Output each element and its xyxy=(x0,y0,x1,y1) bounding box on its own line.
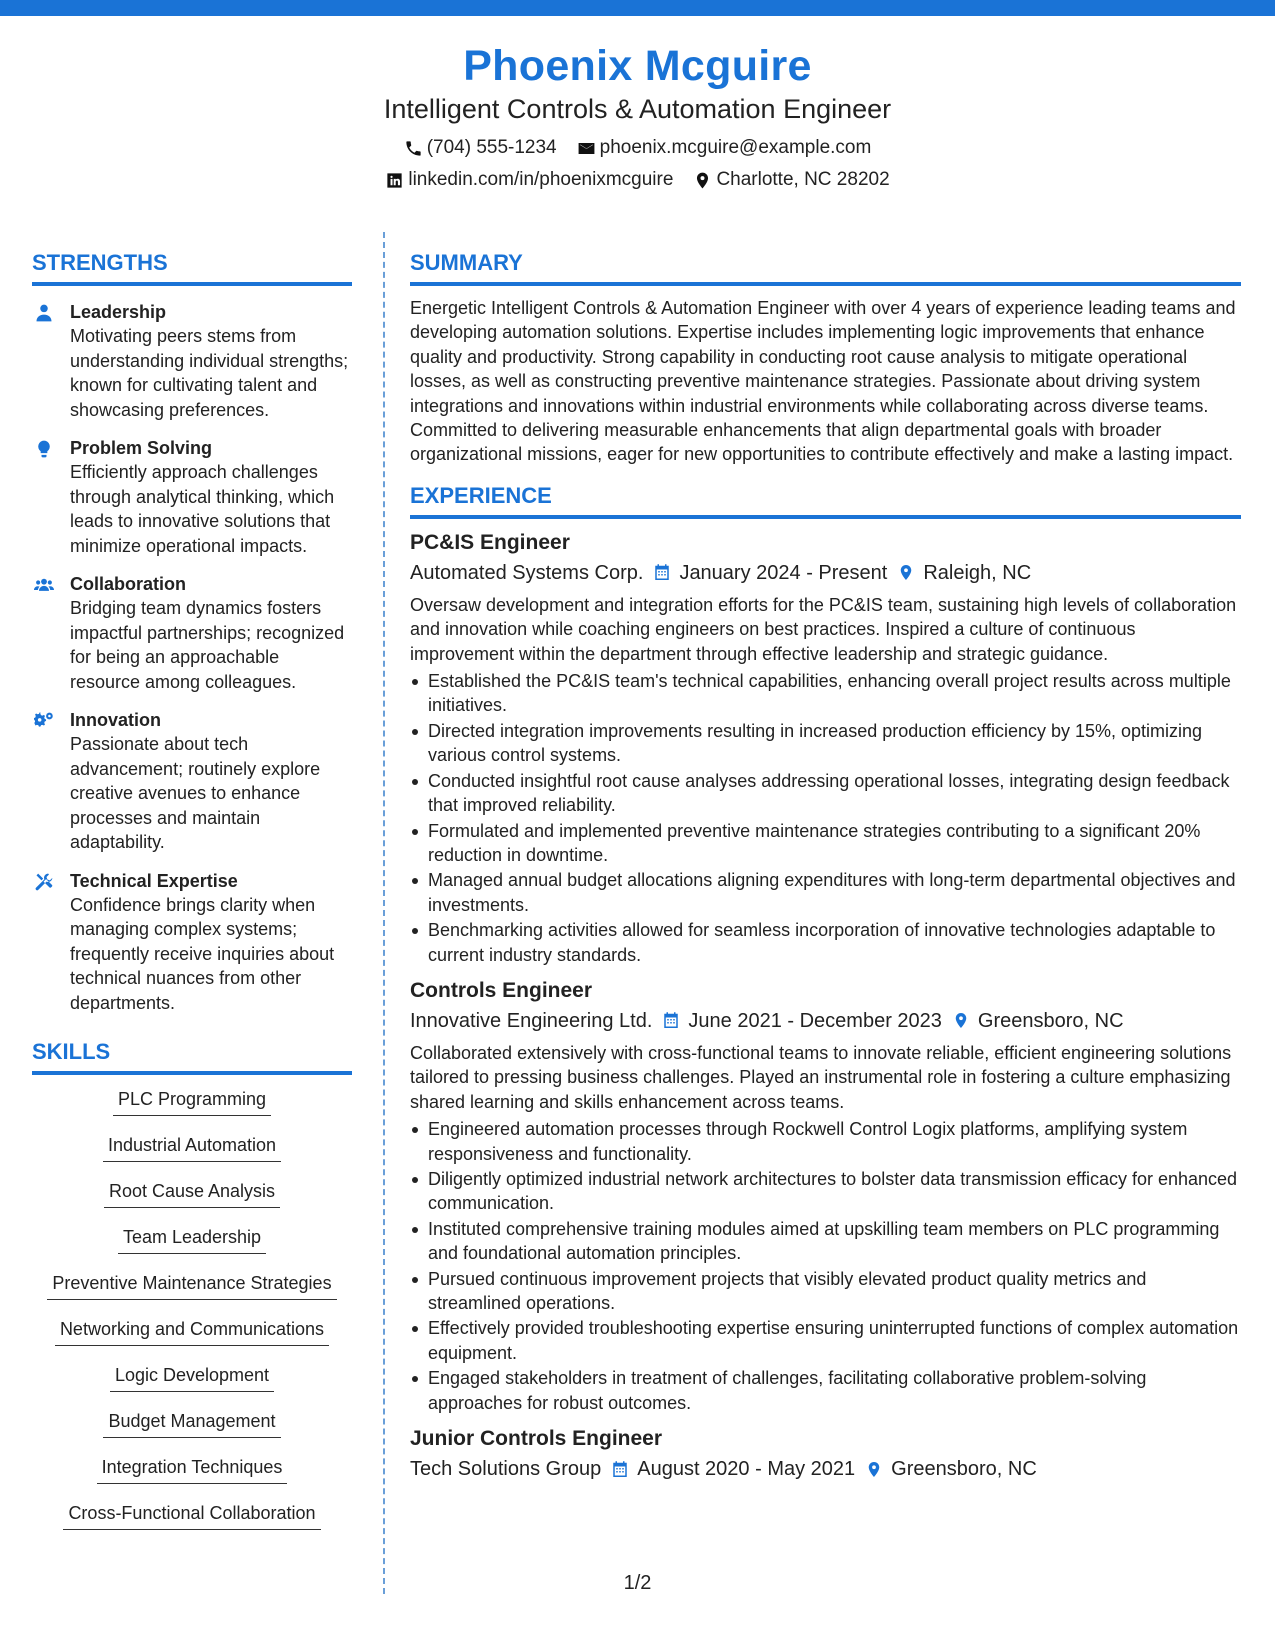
strength-desc: Passionate about tech advancement; routinely explore creative avenues to enhance processes and maintain adaptability. xyxy=(70,734,321,852)
job-bullets xyxy=(410,1117,1241,1415)
contact-row-1 xyxy=(0,136,1275,160)
list-item: Managed annual budget allocations aligning expenditures with long-term departmental objectives and investments. xyxy=(410,868,1241,917)
job-meta xyxy=(410,559,1241,587)
email-contact[interactable] xyxy=(577,136,872,160)
calendar-icon xyxy=(611,1460,629,1479)
job-meta xyxy=(410,1007,1241,1035)
summary-text: Energetic Intelligent Controls & Automation Engineer with over 4 years of experience leading teams and developing automation solutions. Expertise includes implementing logic improvements that enhance quality and productivity. Strong capability in conducting root cause analysis to mitigate operational losses, as well as constructing preventive maintenance strategies. Passionate about driving system integrations and innovations within industrial environments while collaborating across diverse teams. Committed to delivering measurable enhancements that align departmental goals with broader organizational missions, eager for new opportunities to contribute effectively and make a lasting impact. xyxy=(410,298,1236,465)
strength-desc: Efficiently approach challenges through analytical thinking, which leads to innovative solutions that minimize operational impacts. xyxy=(70,462,335,556)
job-description: Collaborated extensively with cross-functional teams to innovate reliable, efficient engineering solutions tailored to pressing business challenges. Played an instrumental role in fostering a culture emphasizing shared learning and skills enhancement across teams. xyxy=(410,1042,1232,1112)
job-location: Greensboro, NC xyxy=(891,1458,1037,1481)
list-item: Established the PC&IS team's technical capabilities, enhancing overall project results across multiple initiatives. xyxy=(410,669,1241,718)
company-name: Automated Systems Corp. xyxy=(410,561,644,584)
skill-tag: Industrial Automation xyxy=(103,1133,281,1162)
job-entry xyxy=(410,1425,1241,1483)
location-contact xyxy=(693,168,889,192)
skill-tag: Team Leadership xyxy=(118,1225,266,1254)
page-number: 1/2 xyxy=(623,1572,652,1594)
list-item: Diligently optimized industrial network architectures to bolster data transmission efficacy for enhanced communication. xyxy=(410,1167,1241,1216)
skill-tag: Networking and Communications xyxy=(55,1317,329,1346)
left-column xyxy=(32,248,352,1547)
candidate-name: Phoenix Mcguire xyxy=(463,42,812,90)
job-title: Junior Controls Engineer xyxy=(410,1427,663,1451)
resume-header xyxy=(0,40,1275,192)
strength-desc: Motivating peers stems from understanding individual strengths; known for cultivating talent and showcasing preferences. xyxy=(70,326,349,420)
strength-item xyxy=(32,869,352,1016)
job-title: PC&IS Engineer xyxy=(410,530,570,554)
right-column xyxy=(410,248,1241,1483)
job-location: Raleigh, NC xyxy=(923,561,1032,584)
job-bullets xyxy=(410,669,1241,967)
user-tie-icon xyxy=(34,303,54,323)
lightbulb-icon xyxy=(34,439,54,459)
strength-title: Innovation xyxy=(70,710,161,730)
contact-row-2 xyxy=(0,168,1275,192)
strength-title: Leadership xyxy=(70,302,167,322)
list-item: Engaged stakeholders in treatment of challenges, facilitating collaborative problem-solving approaches for robust outcomes. xyxy=(410,1366,1241,1415)
skill-tag: Logic Development xyxy=(110,1363,274,1392)
email-text: phoenix.mcguire@example.com xyxy=(599,137,872,158)
strengths-heading: STRENGTHS xyxy=(32,248,352,286)
list-item: Conducted insightful root cause analyses addressing operational losses, integrating design feedback that improved reliability. xyxy=(410,769,1241,818)
list-item: Pursued continuous improvement projects that visibly elevated product quality metrics and streamlined operations. xyxy=(410,1267,1241,1316)
job-dates: January 2024 - Present xyxy=(679,561,888,584)
phone-icon xyxy=(404,139,423,158)
gears-icon xyxy=(34,711,54,731)
experience-heading: EXPERIENCE xyxy=(410,481,1241,519)
job-title: Controls Engineer xyxy=(410,978,593,1002)
location-text: Charlotte, NC 28202 xyxy=(716,169,890,190)
list-item: Directed integration improvements resulting in increased production efficiency by 15%, optimizing various control systems. xyxy=(410,719,1241,768)
list-item: Engineered automation processes through Rockwell Control Logix platforms, amplifying system responsiveness and functionality. xyxy=(410,1117,1241,1166)
strength-item xyxy=(32,300,352,422)
job-location: Greensboro, NC xyxy=(977,1009,1124,1032)
phone-text: (704) 555-1234 xyxy=(426,137,557,158)
skills-heading: SKILLS xyxy=(32,1037,352,1075)
job-dates: August 2020 - May 2021 xyxy=(637,1458,856,1481)
users-icon xyxy=(34,575,54,595)
skill-tag: Cross-Functional Collaboration xyxy=(63,1501,320,1530)
tools-icon xyxy=(34,872,54,892)
skill-tag: Budget Management xyxy=(103,1409,280,1438)
job-meta xyxy=(410,1455,1241,1483)
strength-item xyxy=(32,708,352,855)
phone-contact[interactable] xyxy=(404,136,557,160)
linkedin-text: linkedin.com/in/phoenixmcguire xyxy=(408,169,674,190)
map-marker-icon xyxy=(952,1011,970,1030)
job-entry xyxy=(410,529,1241,967)
list-item: Instituted comprehensive training modules aimed at upskilling team members on PLC programming and foundational automation principles. xyxy=(410,1217,1241,1266)
strength-item xyxy=(32,572,352,694)
map-marker-icon xyxy=(865,1460,883,1479)
strength-desc: Bridging team dynamics fosters impactful partnerships; recognized for being an approachable resource among colleagues. xyxy=(70,598,345,692)
summary-heading: SUMMARY xyxy=(410,248,1241,286)
strength-title: Collaboration xyxy=(70,574,186,594)
linkedin-icon xyxy=(385,171,404,190)
skill-tag: Integration Techniques xyxy=(97,1455,288,1484)
company-name: Tech Solutions Group xyxy=(410,1458,602,1481)
map-marker-icon xyxy=(897,563,915,582)
list-item: Effectively provided troubleshooting expertise ensuring uninterrupted functions of complex automation equipment. xyxy=(410,1316,1241,1365)
list-item: Benchmarking activities allowed for seamless incorporation of innovative technologies adaptable to current industry standards. xyxy=(410,918,1241,967)
strength-desc: Confidence brings clarity when managing complex systems; frequently receive inquiries about technical nuances from other departments. xyxy=(70,894,335,1013)
job-description: Oversaw development and integration efforts for the PC&IS team, sustaining high levels of collaboration and innovation while coaching engineers on best practices. Inspired a culture of continuous improvement within the department through effective leadership and strategic guidance. xyxy=(410,594,1237,664)
skills-list xyxy=(32,1087,352,1547)
job-dates: June 2021 - December 2023 xyxy=(688,1009,942,1032)
column-divider xyxy=(383,232,385,1594)
skill-tag: PLC Programming xyxy=(113,1087,271,1116)
list-item: Formulated and implemented preventive maintenance strategies contributing to a significant 20% reduction in downtime. xyxy=(410,819,1241,868)
job-entry xyxy=(410,977,1241,1415)
linkedin-contact[interactable] xyxy=(385,168,673,192)
envelope-icon xyxy=(577,139,596,158)
strength-item xyxy=(32,436,352,558)
skill-tag: Preventive Maintenance Strategies xyxy=(47,1271,336,1300)
skill-tag: Root Cause Analysis xyxy=(104,1179,280,1208)
map-marker-icon xyxy=(693,171,712,190)
strength-title: Problem Solving xyxy=(70,438,213,458)
strength-title: Technical Expertise xyxy=(70,870,238,891)
candidate-role: Intelligent Controls & Automation Engineer xyxy=(383,94,892,124)
calendar-icon xyxy=(653,563,671,582)
company-name: Innovative Engineering Ltd. xyxy=(410,1009,653,1032)
calendar-icon xyxy=(662,1011,680,1030)
top-accent-bar xyxy=(0,0,1275,16)
